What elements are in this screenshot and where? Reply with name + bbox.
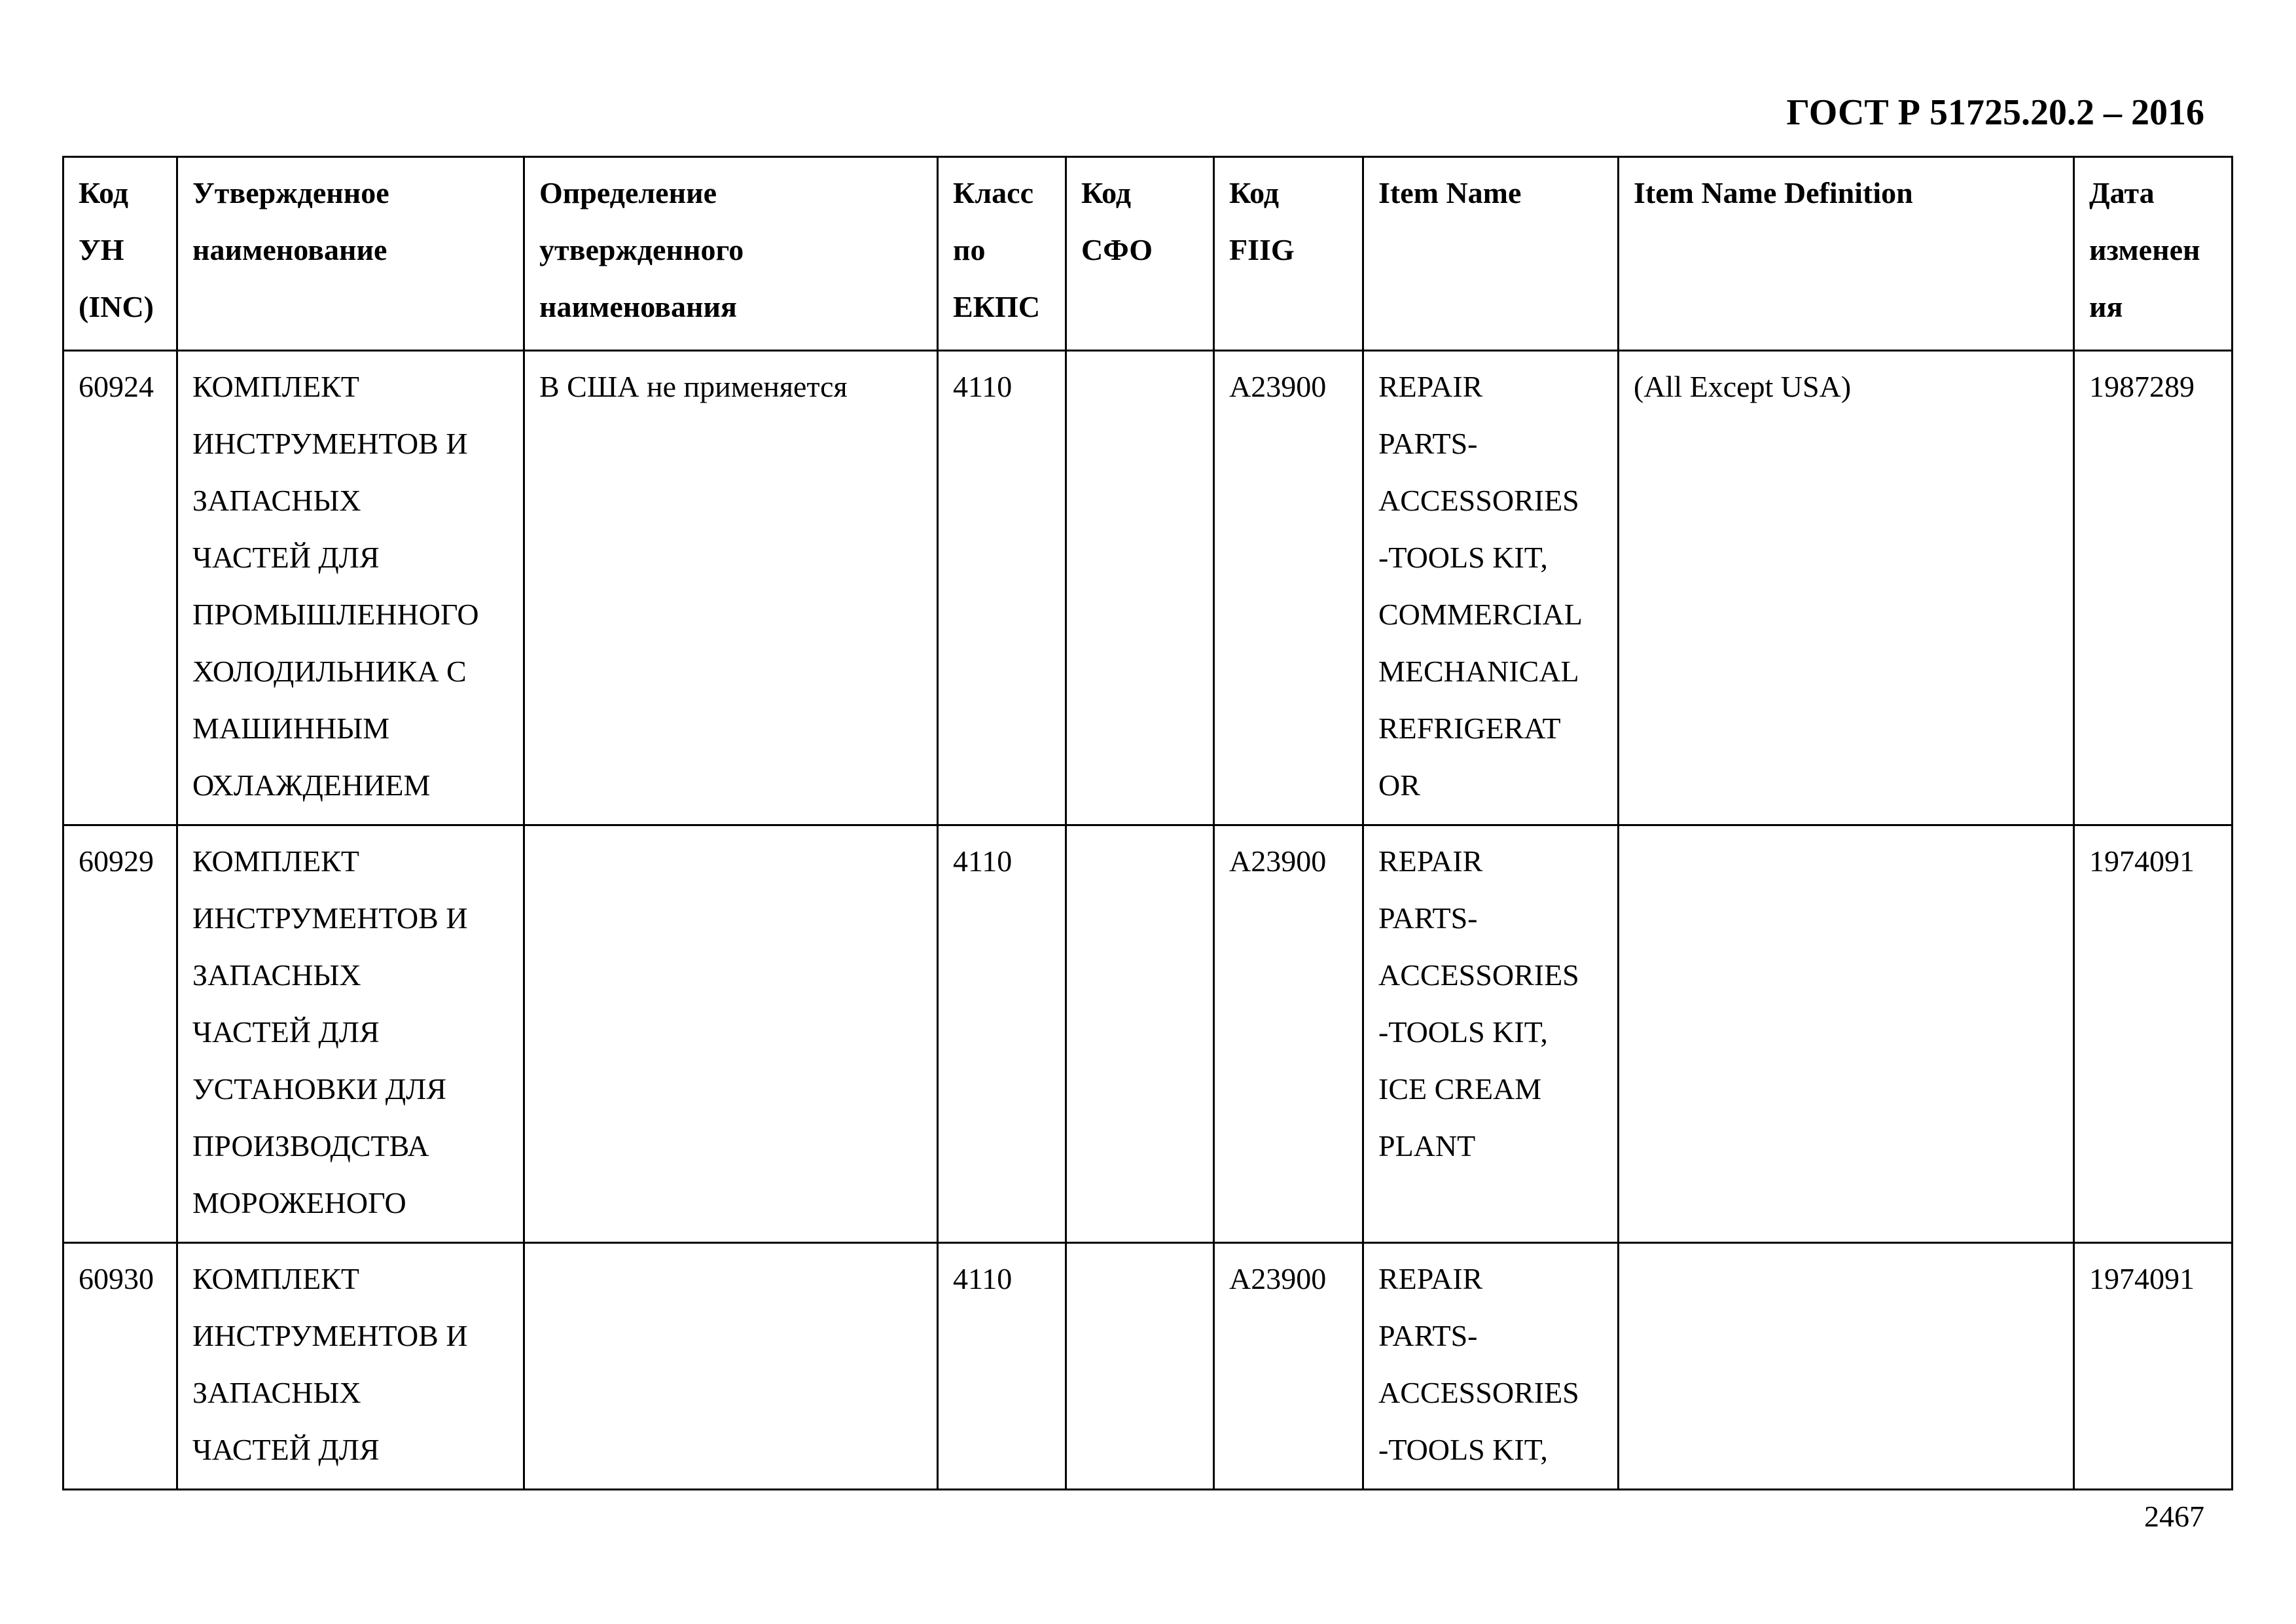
cell-change-date: 1974091 (2074, 1243, 2233, 1490)
cell-fiig: A23900 (1214, 1243, 1363, 1490)
cell-inc: 60924 (63, 351, 177, 825)
table-body (63, 351, 2233, 1490)
cell-inc: 60930 (63, 1243, 177, 1490)
page-number: 2467 (2144, 1500, 2204, 1533)
cell-class: 4110 (938, 1243, 1066, 1490)
cell-item-name: REPAIR PARTS- ACCESSORIES -TOOLS KIT, COMMERCIAL MECHANICAL REFRIGERAT OR (1363, 351, 1619, 825)
column-header-definition: Определение утвержденного наименования (524, 157, 938, 351)
cell-approved-name: КОМПЛЕКТ ИНСТРУМЕНТОВ И ЗАПАСНЫХ ЧАСТЕЙ ДЛЯ ПРОМЫШЛЕННОГО ХОЛОДИЛЬНИКА С МАШИННЫМ ОХЛАЖДЕНИЕМ (177, 351, 524, 825)
cell-class: 4110 (938, 351, 1066, 825)
cell-approved-name: КОМПЛЕКТ ИНСТРУМЕНТОВ И ЗАПАСНЫХ ЧАСТЕЙ ДЛЯ УСТАНОВКИ ДЛЯ ПРОИЗВОДСТВА МОРОЖЕНОГО (177, 825, 524, 1243)
classifier-table (62, 156, 2233, 1490)
table-header (63, 157, 2233, 351)
cell-sfo (1066, 825, 1214, 1243)
column-header-item-name: Item Name (1363, 157, 1619, 351)
cell-inc: 60929 (63, 825, 177, 1243)
cell-item-name-definition (1619, 1243, 2074, 1490)
column-header-sfo: Код СФО (1066, 157, 1214, 351)
cell-definition: В США не применяется (524, 351, 938, 825)
column-header-class: Класс по ЕКПС (938, 157, 1066, 351)
cell-class: 4110 (938, 825, 1066, 1243)
cell-approved-name: КОМПЛЕКТ ИНСТРУМЕНТОВ И ЗАПАСНЫХ ЧАСТЕЙ ДЛЯ (177, 1243, 524, 1490)
cell-fiig: A23900 (1214, 351, 1363, 825)
cell-change-date: 1974091 (2074, 825, 2233, 1243)
table-row (63, 1243, 2233, 1490)
cell-item-name-definition: (All Except USA) (1619, 351, 2074, 825)
column-header-approved-name: Утвержденное наименование (177, 157, 524, 351)
table-row (63, 351, 2233, 825)
column-header-fiig: Код FIIG (1214, 157, 1363, 351)
header-row (63, 157, 2233, 351)
cell-fiig: A23900 (1214, 825, 1363, 1243)
document-standard-number: ГОСТ Р 51725.20.2 – 2016 (1786, 92, 2204, 133)
column-header-change-date: Дата изменен ия (2074, 157, 2233, 351)
cell-definition (524, 825, 938, 1243)
cell-sfo (1066, 1243, 1214, 1490)
cell-definition (524, 1243, 938, 1490)
column-header-inc: Код УН (INC) (63, 157, 177, 351)
cell-sfo (1066, 351, 1214, 825)
cell-item-name-definition (1619, 825, 2074, 1243)
column-header-item-name-definition: Item Name Definition (1619, 157, 2074, 351)
cell-item-name: REPAIR PARTS- ACCESSORIES -TOOLS KIT, ICE CREAM PLANT (1363, 825, 1619, 1243)
table-row (63, 825, 2233, 1243)
cell-change-date: 1987289 (2074, 351, 2233, 825)
cell-item-name: REPAIR PARTS- ACCESSORIES -TOOLS KIT, (1363, 1243, 1619, 1490)
